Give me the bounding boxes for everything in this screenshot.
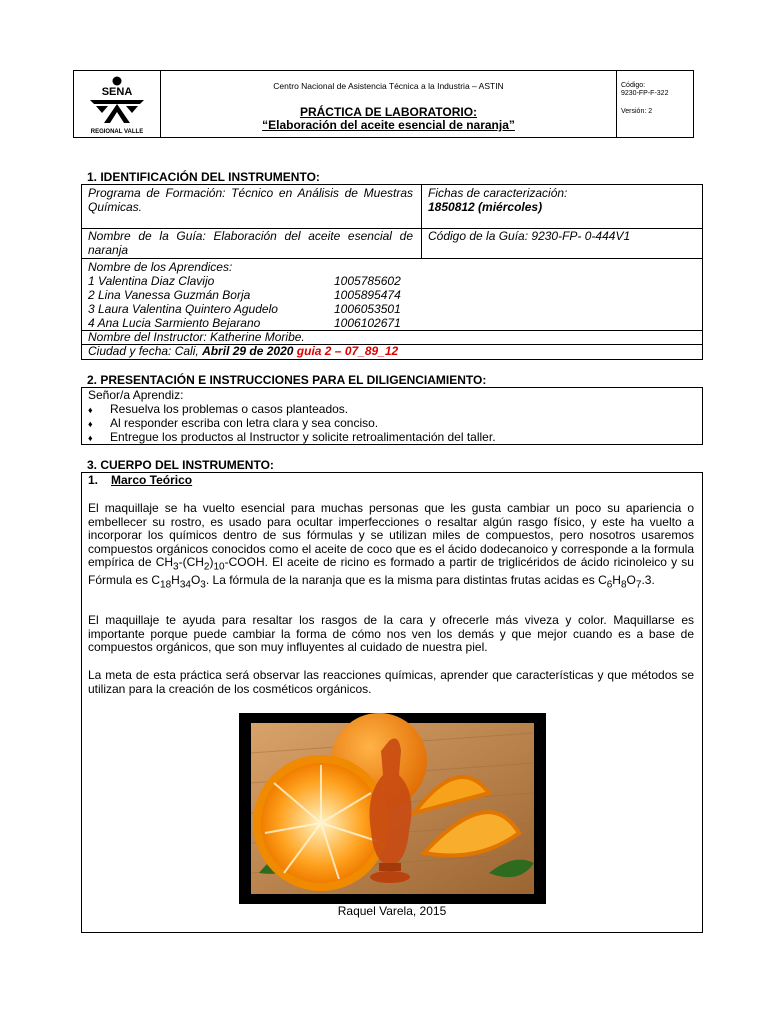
- instruction-item: [88, 416, 378, 431]
- program-name: Programa de Formación: Técnico en Análisis de Muestras Químicas.: [88, 186, 413, 214]
- apprentice-id: 1005785602: [334, 274, 401, 288]
- guide-name: Nombre de la Guía: Elaboración del aceite esencial de naranja: [88, 229, 413, 257]
- apprentice-id: 1006102671: [334, 316, 401, 330]
- apprentice-id: 1006053501: [334, 302, 401, 316]
- section3-title: 3. CUERPO DEL INSTRUMENTO:: [87, 458, 274, 472]
- paragraph-2: El maquillaje te ayuda para resaltar los rasgos de la cara y ofrecerle más viveza y color. Maquillarse es importante porque puede cambiar la forma de cómo nos ven los demás y que mejor cuando es a base de compuestos orgánicos, que son muy influyentes al cuidado de nuestra piel.: [88, 613, 694, 655]
- institution-name: Centro Nacional de Asistencia Técnica a la Industria – ASTIN: [273, 81, 504, 91]
- instruction-item: [88, 402, 348, 417]
- document-subtitle: “Elaboración del aceite esencial de naranja”: [262, 118, 515, 132]
- orange-photo: [239, 713, 546, 904]
- instructions-box: [81, 387, 703, 445]
- logo-region: REGIONAL VALLE: [90, 129, 144, 135]
- identification-table: [81, 184, 703, 360]
- version-label: Versión: 2: [621, 108, 653, 115]
- apprentice-name: 1 Valentina Diaz Clavijo: [88, 274, 215, 288]
- apprentice-name: 2 Lina Vanessa Guzmán Borja: [88, 288, 251, 302]
- guide-code: Código de la Guía: 9230-FP- 0-444V1: [428, 229, 631, 243]
- paragraph-3: La meta de esta práctica será observar las reacciones químicas, aprender que características y que métodos se utilizan para la creación de los cosméticos orgánicos.: [88, 668, 694, 696]
- sena-logo: [74, 71, 160, 137]
- subheading-number: 1.: [88, 473, 99, 487]
- fichas-value: 1850812 (miércoles): [428, 200, 543, 214]
- table-divider: [421, 185, 422, 258]
- guide-number: guia 2 – 07_89_12: [296, 344, 399, 358]
- oranges-image: [239, 713, 546, 904]
- city-date: Abril 29 de 2020: [202, 344, 294, 358]
- document-title: PRÁCTICA DE LABORATORIO:: [299, 105, 478, 119]
- diamond-bullet-icon: ♦: [88, 419, 93, 429]
- apprentice-name: 3 Laura Valentina Quintero Agudelo: [88, 302, 278, 316]
- code-label: Código:: [621, 82, 646, 89]
- diamond-bullet-icon: ♦: [88, 433, 93, 443]
- instruction-item: [88, 430, 496, 445]
- diamond-bullet-icon: ♦: [88, 405, 93, 415]
- document-header: [73, 70, 694, 138]
- code-value: 9230-FP-F-322: [621, 90, 669, 97]
- section1-title: 1. IDENTIFICACIÓN DEL INSTRUMENTO:: [87, 170, 320, 184]
- instrument-body-box: [81, 472, 703, 933]
- logo-cell: [74, 71, 161, 137]
- greeting: Señor/a Aprendiz:: [88, 388, 184, 402]
- apprentice-name: 4 Ana Lucia Sarmiento Bejarano: [88, 316, 261, 330]
- photo-caption: Raquel Varela, 2015: [337, 904, 447, 918]
- apprentices-label: Nombre de los Aprendices:: [88, 260, 233, 274]
- subheading-title: Marco Teórico: [111, 473, 193, 487]
- instruction-text: Resuelva los problemas o casos planteados.: [110, 402, 349, 416]
- code-cell: [616, 71, 693, 137]
- instructor-name: Nombre del Instructor: Katherine Moribe.: [88, 330, 305, 344]
- instruction-text: Entregue los productos al Instructor y solicite retroalimentación del taller.: [110, 430, 496, 444]
- table-divider: [82, 258, 702, 259]
- apprentice-id: 1005895474: [334, 288, 401, 302]
- instruction-text: Al responder escriba con letra clara y sea conciso.: [110, 416, 379, 430]
- logo-text: SENA: [101, 86, 133, 98]
- fichas-label: Fichas de caracterización:: [428, 186, 568, 200]
- city-label: Ciudad y fecha: Cali,: [88, 344, 203, 358]
- paragraph-1: El maquillaje se ha vuelto esencial para muchas personas que les gusta cambiar un poco su apariencia o embellecer su rostro, es usado para ocultar imperfecciones o resaltar algún rasgo físico, y este ha vuelto a incorporar los químicos dentro de sus fórmulas y se utilizan miles de compuestos, pero nosotros usaremos compuestos orgánicos conocidos como el aceite de coco que es el ácido dodecanoico y corresponde a la formula empírica de $CH_3-(CH_2)_{10}$-COOH. El aceite de ricino es formado a partir de triglicéridos de ácido ricinoleico y su Fórmula es $C_{18}H_{34}O_3$. La fórmula de la naranja que es la misma para distintas frutas acidas es $C_6H_8O_7.3$.: [88, 501, 694, 591]
- city-date-line: [88, 344, 398, 358]
- section2-title: 2. PRESENTACIÓN E INSTRUCCIONES PARA EL DILIGENCIAMIENTO:: [87, 373, 487, 387]
